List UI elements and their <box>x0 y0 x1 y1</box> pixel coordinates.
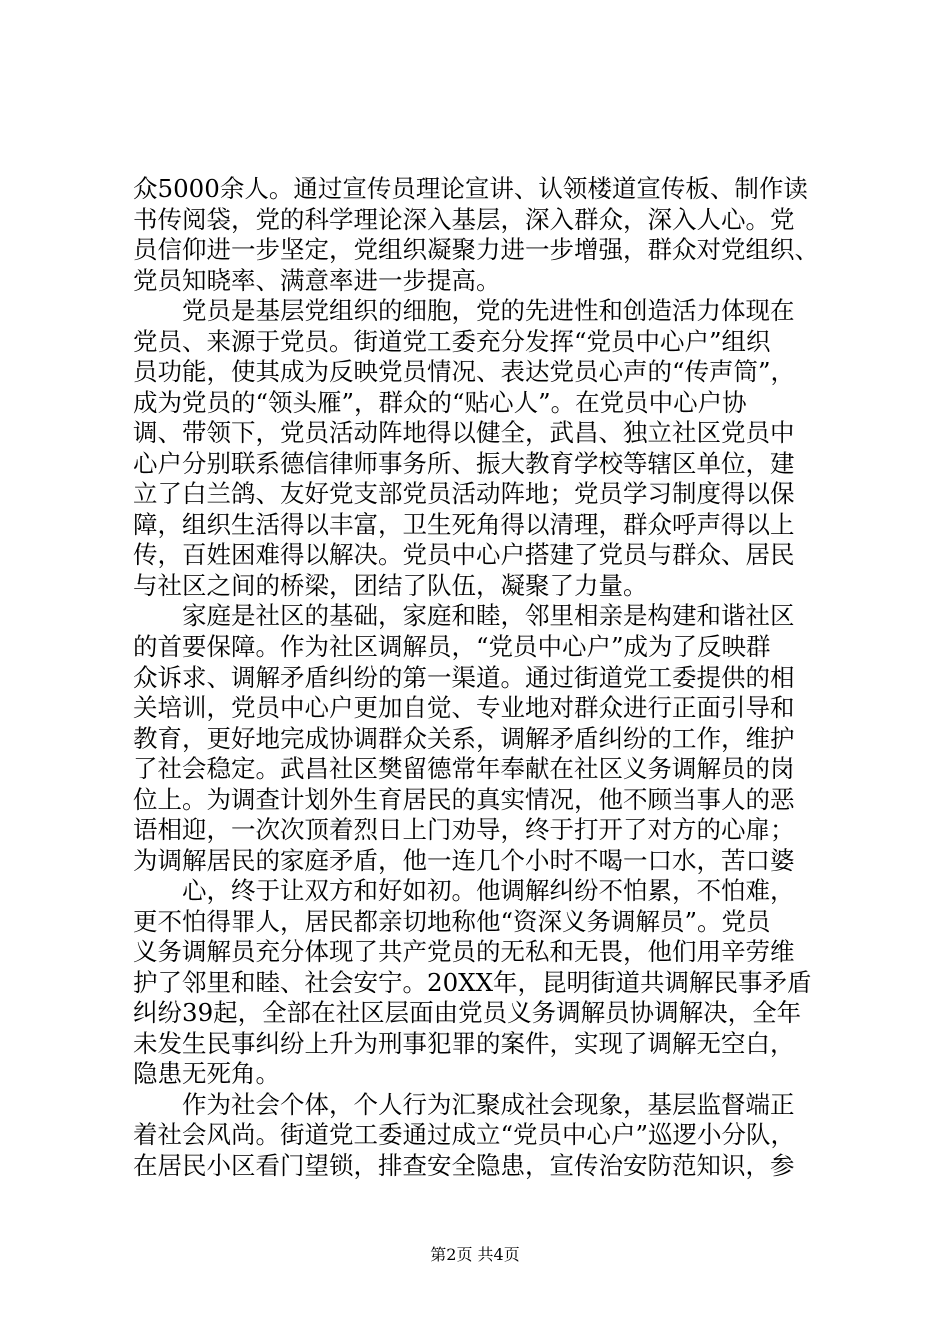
text-line: 纠纷39起，全部在社区层面由党员义务调解员协调解决，全年 <box>133 998 802 1027</box>
text-line: 隐患无死角。 <box>133 1059 280 1088</box>
text-line: 更不怕得罪人，居民都亲切地称他“资深义务调解员”。党员 <box>133 907 771 936</box>
text-line: 党员、来源于党员。街道党工委充分发挥“党员中心户”组织 <box>133 327 771 356</box>
text-line: 在居民小区看门望锁，排查安全隐患，宣传治安防范知识，参 <box>133 1151 795 1180</box>
text-line: 为调解居民的家庭矛盾，他一连几个小时不喝一口水，苦口婆 <box>133 846 795 875</box>
text-line: 书传阅袋，党的科学理论深入基层，深入群众，深入人心。党 <box>133 205 795 234</box>
text-line: 众诉求、调解矛盾纠纷的第一渠道。通过街道党工委提供的相 <box>133 663 795 692</box>
text-line: 心户分别联系德信律师事务所、振大教育学校等辖区单位，建 <box>133 449 795 478</box>
text-line: 员信仰进一步坚定，党组织凝聚力进一步增强，群众对党组织、 <box>133 235 819 264</box>
text-line: 义务调解员充分体现了共产党员的无私和无畏，他们用辛劳维 <box>133 937 795 966</box>
text-line: 障，组织生活得以丰富，卫生死角得以清理，群众呼声得以上 <box>133 510 795 539</box>
paragraph-start-line: 家庭是社区的基础，家庭和睦，邻里相亲是构建和谐社区 <box>133 601 795 630</box>
text-line: 着社会风尚。街道党工委通过成立“党员中心户”巡逻小分队， <box>133 1120 796 1149</box>
text-line: 教育，更好地完成协调群众关系，调解矛盾纠纷的工作，维护 <box>133 724 795 753</box>
text-line: 与社区之间的桥梁，团结了队伍，凝聚了力量。 <box>133 571 648 600</box>
text-line: 成为党员的“领头雁”，群众的“贴心人”。在党员中心户协 <box>133 388 747 417</box>
text-line: 众5000余人。通过宣传员理论宣讲、认领楼道宣传板、制作读 <box>133 174 808 203</box>
text-line: 立了白兰鸽、友好党支部党员活动阵地；党员学习制度得以保 <box>133 479 795 508</box>
paragraph-start-line: 党员是基层党组织的细胞，党的先进性和创造活力体现在 <box>133 296 795 325</box>
text-line: 党员知晓率、满意率进一步提高。 <box>133 266 501 295</box>
text-line: 心，终于让双方和好如初。他调解纠纷不怕累，不怕难， <box>133 876 795 905</box>
text-line: 关培训，党员中心户更加自觉、专业地对群众进行正面引导和 <box>133 693 795 722</box>
paragraph-start-line: 作为社会个体，个人行为汇聚成社会现象，基层监督端正 <box>133 1090 795 1119</box>
text-line: 员功能，使其成为反映党员情况、表达党员心声的“传声筒”， <box>133 357 796 386</box>
text-line: 护了邻里和睦、社会安宁。20XX年，昆明街道共调解民事矛盾 <box>133 968 812 997</box>
text-line: 传，百姓困难得以解决。党员中心户搭建了党员与群众、居民 <box>133 540 795 569</box>
page-number-footer: 第2页 共4页 <box>430 1245 520 1264</box>
text-line: 语相迎，一次次顶着烈日上门劝导，终于打开了对方的心扉； <box>133 815 795 844</box>
text-line: 调、带领下，党员活动阵地得以健全，武昌、独立社区党员中 <box>133 418 795 447</box>
text-line: 的首要保障。作为社区调解员，“党员中心户”成为了反映群 <box>133 632 771 661</box>
text-line: 了社会稳定。武昌社区樊留德常年奉献在社区义务调解员的岗 <box>133 754 795 783</box>
text-line: 未发生民事纠纷上升为刑事犯罪的案件，实现了调解无空白， <box>133 1029 795 1058</box>
text-line: 位上。为调查计划外生育居民的真实情况，他不顾当事人的恶 <box>133 785 795 814</box>
